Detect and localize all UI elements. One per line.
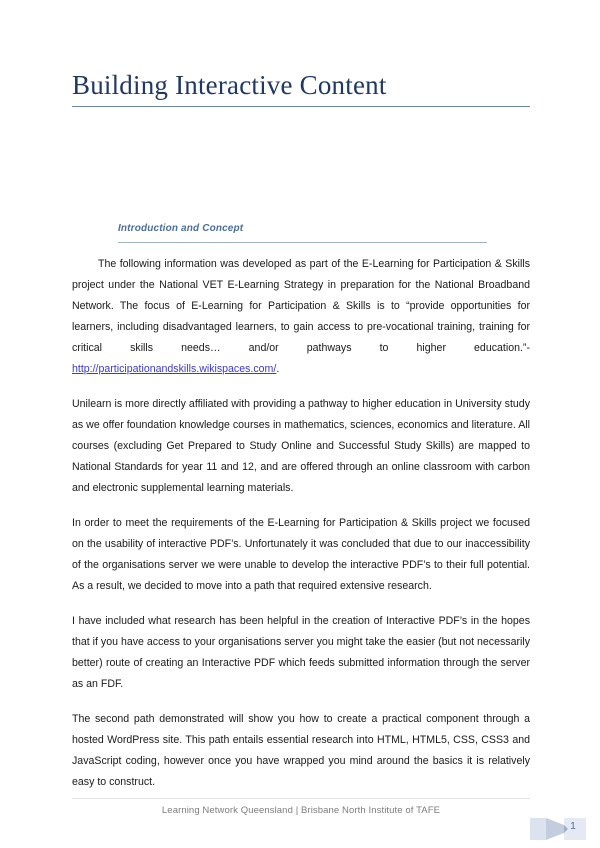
body-copy <box>72 254 530 793</box>
page-number: 1 <box>570 821 576 832</box>
section-divider <box>118 242 487 243</box>
footer-divider <box>72 798 530 799</box>
section-block <box>118 222 487 243</box>
paragraph-1-text-after-link: . <box>276 363 280 375</box>
footer-text: Learning Network Queensland | Brisbane North Institute of TAFE <box>161 805 441 816</box>
paragraph-1-text-before-link: The following information was developed as part of the E-Learning for Participation & Skills project under the National VET E-Learning Strategy in preparation for the National Broadband Network. The focus of E-Learning for Participation & Skills is to “provide opportunities for learners, including disadvantaged learners, to gain access to pre-vocational training, training for critical skills needs… and/or pathways to higher education.”- <box>72 258 530 354</box>
participation-and-skills-link[interactable]: http://participationandskills.wikispaces.com/ <box>72 363 277 375</box>
section-heading: Introduction and Concept <box>118 223 244 234</box>
page-footer <box>72 798 530 818</box>
title-divider <box>72 106 530 107</box>
paragraph-5: The second path demonstrated will show you how to create a practical component through a hosted WordPress site. This path entails essential research into HTML, HTML5, CSS, CSS3 and JavaScript coding, however once you have wrapped you mind around the basics it is relatively easy to construct. <box>72 713 530 788</box>
title-block <box>72 68 530 107</box>
paragraph-4: I have included what research has been helpful in the creation of Interactive PDF’s in the hopes that if you have access to your organisations server you might take the easier (but not necessarily better) route of creating an Interactive PDF which feeds submitted information through the server as an FDF. <box>72 615 530 690</box>
page-number-ribbon <box>530 816 586 842</box>
paragraph-2: Unilearn is more directly affiliated with providing a pathway to higher education in University study as we offer foundation knowledge courses in mathematics, sciences, economics and literature. All courses (excluding Get Prepared to Study Online and Successful Study Skills) are mapped to National Standards for year 11 and 12, and are offered through an online classroom with carbon and electronic supplemental learning materials. <box>72 398 530 494</box>
paragraph-1 <box>72 254 530 380</box>
page-title: Building Interactive Content <box>72 70 387 100</box>
paragraph-3: In order to meet the requirements of the E-Learning for Participation & Skills project we focused on the usability of interactive PDF’s. Unfortunately it was concluded that due to our inaccessibility of the organisations server we were unable to develop the interactive PDF’s to their full potential. As a result, we decided to move into a path that required extensive research. <box>72 517 530 592</box>
